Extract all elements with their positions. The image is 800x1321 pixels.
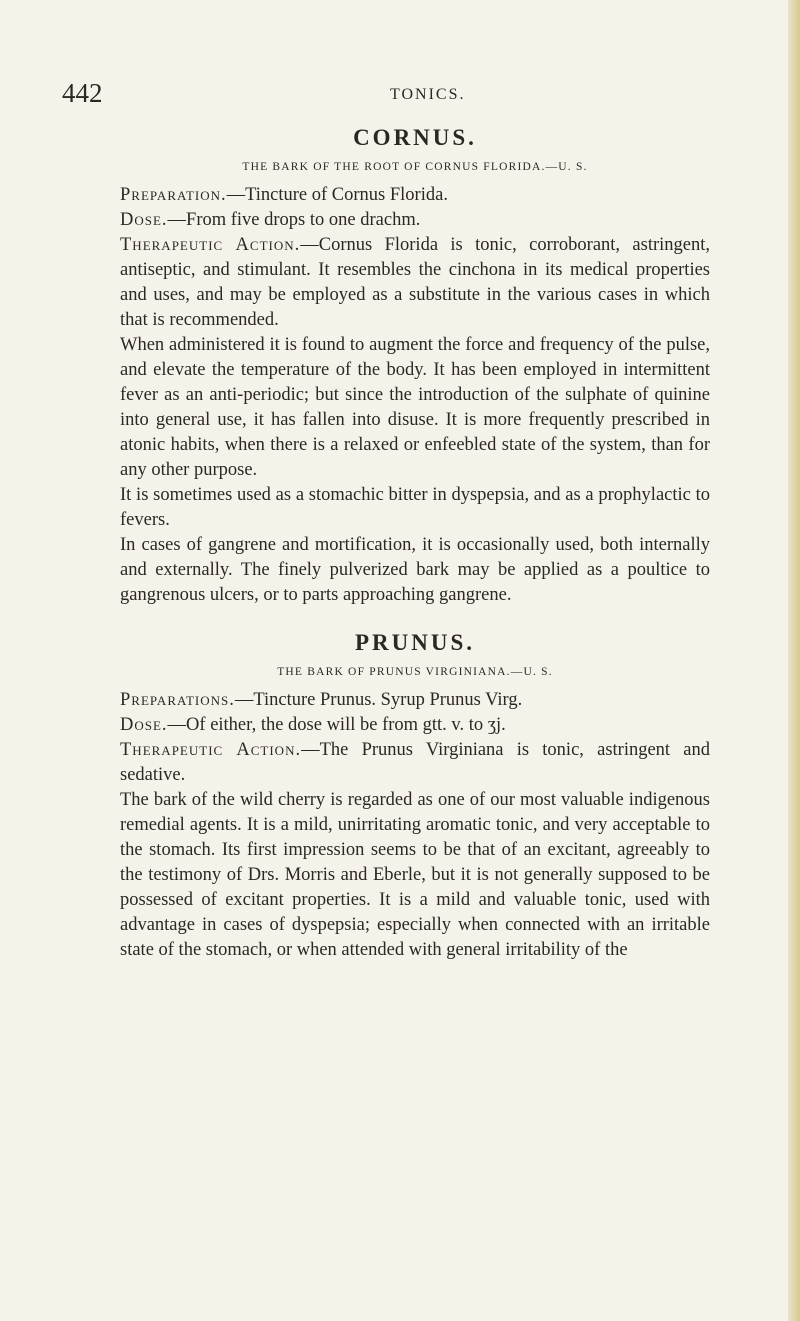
paragraph-text: —Tincture of Cornus Florida. bbox=[226, 185, 448, 205]
body-paragraph bbox=[120, 788, 710, 963]
paragraph-lead: Therapeutic Action. bbox=[120, 235, 301, 255]
section-title: CORNUS. bbox=[353, 125, 477, 150]
preparations-paragraph bbox=[120, 688, 710, 713]
dose-paragraph bbox=[120, 208, 710, 233]
dose-paragraph bbox=[120, 713, 710, 738]
page-number: 442 bbox=[62, 78, 103, 108]
paragraph-text: —The Prunus Virginiana is tonic, astringent and sedative. bbox=[120, 740, 710, 785]
section-title: PRUNUS. bbox=[354, 630, 476, 655]
section-gap bbox=[120, 608, 710, 630]
therapeutic-action-paragraph bbox=[120, 233, 710, 333]
preparation-paragraph bbox=[120, 183, 710, 208]
paragraph-lead: Preparations. bbox=[120, 690, 235, 710]
paragraph-text: —Of either, the dose will be from gtt. v. to ʒj. bbox=[167, 715, 506, 735]
page-edge bbox=[788, 0, 800, 1321]
section-prunus bbox=[120, 630, 710, 963]
section-subtitle: THE BARK OF PRUNUS VIRGINIANA.—U. S. bbox=[277, 666, 553, 678]
paragraph-text: —Cornus Florida is tonic, corroborant, astringent, antiseptic, and stimulant. It resembles the cinchona in its medical properties and uses, and may be employed as a substitute in the various cases in which that is recommended. bbox=[120, 235, 711, 330]
paragraph-text: In cases of gangrene and mortification, it is occasionally used, both internally and externally. The finely pulverized bark may be applied as a poultice to gangrenous ulcers, or to parts approaching gangrene. bbox=[120, 535, 710, 605]
body-paragraph bbox=[120, 333, 710, 483]
therapeutic-action-paragraph bbox=[120, 738, 710, 788]
running-title: TONICS. bbox=[390, 86, 466, 103]
paragraph-text: When administered it is found to augment the force and frequency of the pulse, and elevate the temperature of the body. It has been employed in intermittent fever as an anti-periodic; but since the introduction of the sulphate of quinine into general use, it has fallen into disuse. It is more frequently prescribed in atonic habits, when there is a relaxed or enfeebled state of the system, than for any other purpose. bbox=[120, 335, 710, 480]
paragraph-lead: Preparation. bbox=[120, 185, 227, 205]
page-content bbox=[120, 125, 710, 963]
section-cornus bbox=[120, 125, 710, 608]
paragraph-lead: Therapeutic Action. bbox=[120, 740, 302, 760]
paragraph-text: —Tincture Prunus. Syrup Prunus Virg. bbox=[234, 690, 523, 710]
body-paragraph bbox=[120, 483, 710, 533]
section-subtitle: THE BARK OF THE ROOT OF CORNUS FLORIDA.—U. S. bbox=[242, 161, 588, 173]
paragraph-text: It is sometimes used as a stomachic bitter in dyspepsia, and as a prophylactic to fevers. bbox=[120, 485, 710, 530]
paragraph-lead: Dose. bbox=[120, 715, 168, 735]
paragraph-text: The bark of the wild cherry is regarded as one of our most valuable indigenous remedial agents. It is a mild, unirritating aromatic tonic, and very acceptable to the stomach. Its first impression seems to be that of an excitant, agreeably to the testimony of Drs. Morris and Eberle, but it is not generally supposed to be possessed of excitant properties. It is a mild and valuable tonic, used with advantage in cases of dyspepsia; especially when connected with an irritable state of the stomach, or when attended with general irritability of the bbox=[120, 790, 710, 960]
paragraph-lead: Dose. bbox=[120, 210, 168, 230]
paragraph-text: —From five drops to one drachm. bbox=[167, 210, 421, 230]
body-paragraph bbox=[120, 533, 710, 608]
page-header bbox=[62, 78, 662, 112]
